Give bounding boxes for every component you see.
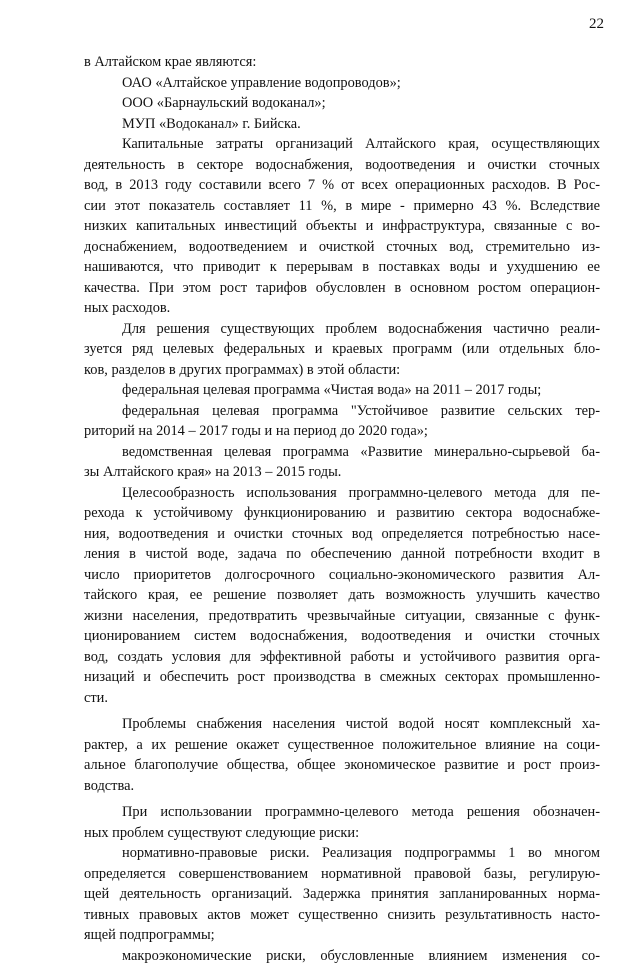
text-line: федеральная целевая программа «Чистая вода» на 2011 – 2017 годы; (84, 380, 600, 401)
text-line: ООО «Барнаульский водоканал»; (84, 93, 600, 114)
text-line: сти. (84, 688, 600, 709)
text-line: Капитальные затраты организаций Алтайского края, осуществляющих (84, 134, 600, 155)
text-line: деятельность в секторе водоснабжения, водоотведения и очистки сточных (84, 155, 600, 176)
text-line: низаций и обеспечить рост производства в смежных секторах промышленно- (84, 667, 600, 688)
text-line: водства. (84, 776, 600, 797)
text-line: сии этот показатель составляет 11 %, в мире - примерно 43 %. Вследствие (84, 196, 600, 217)
text-line: вод, создать условия для эффективной работы и устойчивого развития орга- (84, 647, 600, 668)
text-line: зуется ряд целевых федеральных и краевых программ (или отдельных бло- (84, 339, 600, 360)
text-line: Целесообразность использования программно-целевого метода для пе- (84, 483, 600, 504)
text-line: доснабжением, водоотведением и очисткой сточных вод, стремительно из- (84, 237, 600, 258)
text-line: в Алтайском крае являются: (84, 52, 600, 73)
text-line: число приоритетов долгосрочного социально-экономического развития Ал- (84, 565, 600, 586)
text-line: качества. При этом рост тарифов обусловлен в основном ростом операцион- (84, 278, 600, 299)
text-line: нашиваются, что приводит к перерывам в поставках воды и ухудшению ее (84, 257, 600, 278)
text-line: ных расходов. (84, 298, 600, 319)
text-line: нормативно-правовые риски. Реализация подпрограммы 1 во многом (84, 843, 600, 864)
text-line: макроэкономические риски, обусловленные влиянием изменения со- (84, 946, 600, 966)
text-line: ящей подпрограммы; (84, 925, 600, 946)
text-line: ков, разделов в других программах) в этой области: (84, 360, 600, 381)
text-line: риторий на 2014 – 2017 годы и на период до 2020 года»; (84, 421, 600, 442)
text-line: жизни населения, предотвратить чрезвычайные ситуации, связанные с функ- (84, 606, 600, 627)
text-line: рехода к устойчивому функционированию и развитию сектора водоснабже- (84, 503, 600, 524)
text-line: тайского края, ее решение позволяет дать возможность улучшить качество (84, 585, 600, 606)
text-line: ных проблем существуют следующие риски: (84, 823, 600, 844)
text-line: ведомственная целевая программа «Развитие минерально-сырьевой ба- (84, 442, 600, 463)
text-line: рактер, а их решение окажет существенное положительное влияние на соци- (84, 735, 600, 756)
text-line: зы Алтайского края» на 2013 – 2015 годы. (84, 462, 600, 483)
text-line: ния, водоотведения и очистки сточных вод определяется потребностью насе- (84, 524, 600, 545)
text-line: ления в чистой воде, задача по обеспечению данной потребности входит в (84, 544, 600, 565)
text-line: Проблемы снабжения населения чистой водой носят комплексный ха- (84, 714, 600, 735)
text-line: ционированием систем водоснабжения, водоотведения и очистки сточных (84, 626, 600, 647)
text-line: тивных правовых актов может существенно снизить результативность насто- (84, 905, 600, 926)
text-line: вод, в 2013 году составили всего 7 % от всех операционных расходов. В Рос- (84, 175, 600, 196)
body-text (84, 52, 600, 966)
text-line: МУП «Водоканал» г. Бийска. (84, 114, 600, 135)
text-line: низких капитальных инвестиций объекты и инфраструктура, связанные с во- (84, 216, 600, 237)
text-line: федеральная целевая программа "Устойчивое развитие сельских тер- (84, 401, 600, 422)
text-line: ОАО «Алтайское управление водопроводов»; (84, 73, 600, 94)
text-line: Для решения существующих проблем водоснабжения частично реали- (84, 319, 600, 340)
page-number: 22 (589, 16, 604, 33)
text-line: щей деятельность организаций. Задержка принятия запланированных норма- (84, 884, 600, 905)
text-line: определяется совершенствованием нормативной правовой базы, регулирую- (84, 864, 600, 885)
text-line: альное благополучие общества, общее экономическое развитие и рост произ- (84, 755, 600, 776)
text-line: При использовании программно-целевого метода решения обозначен- (84, 802, 600, 823)
